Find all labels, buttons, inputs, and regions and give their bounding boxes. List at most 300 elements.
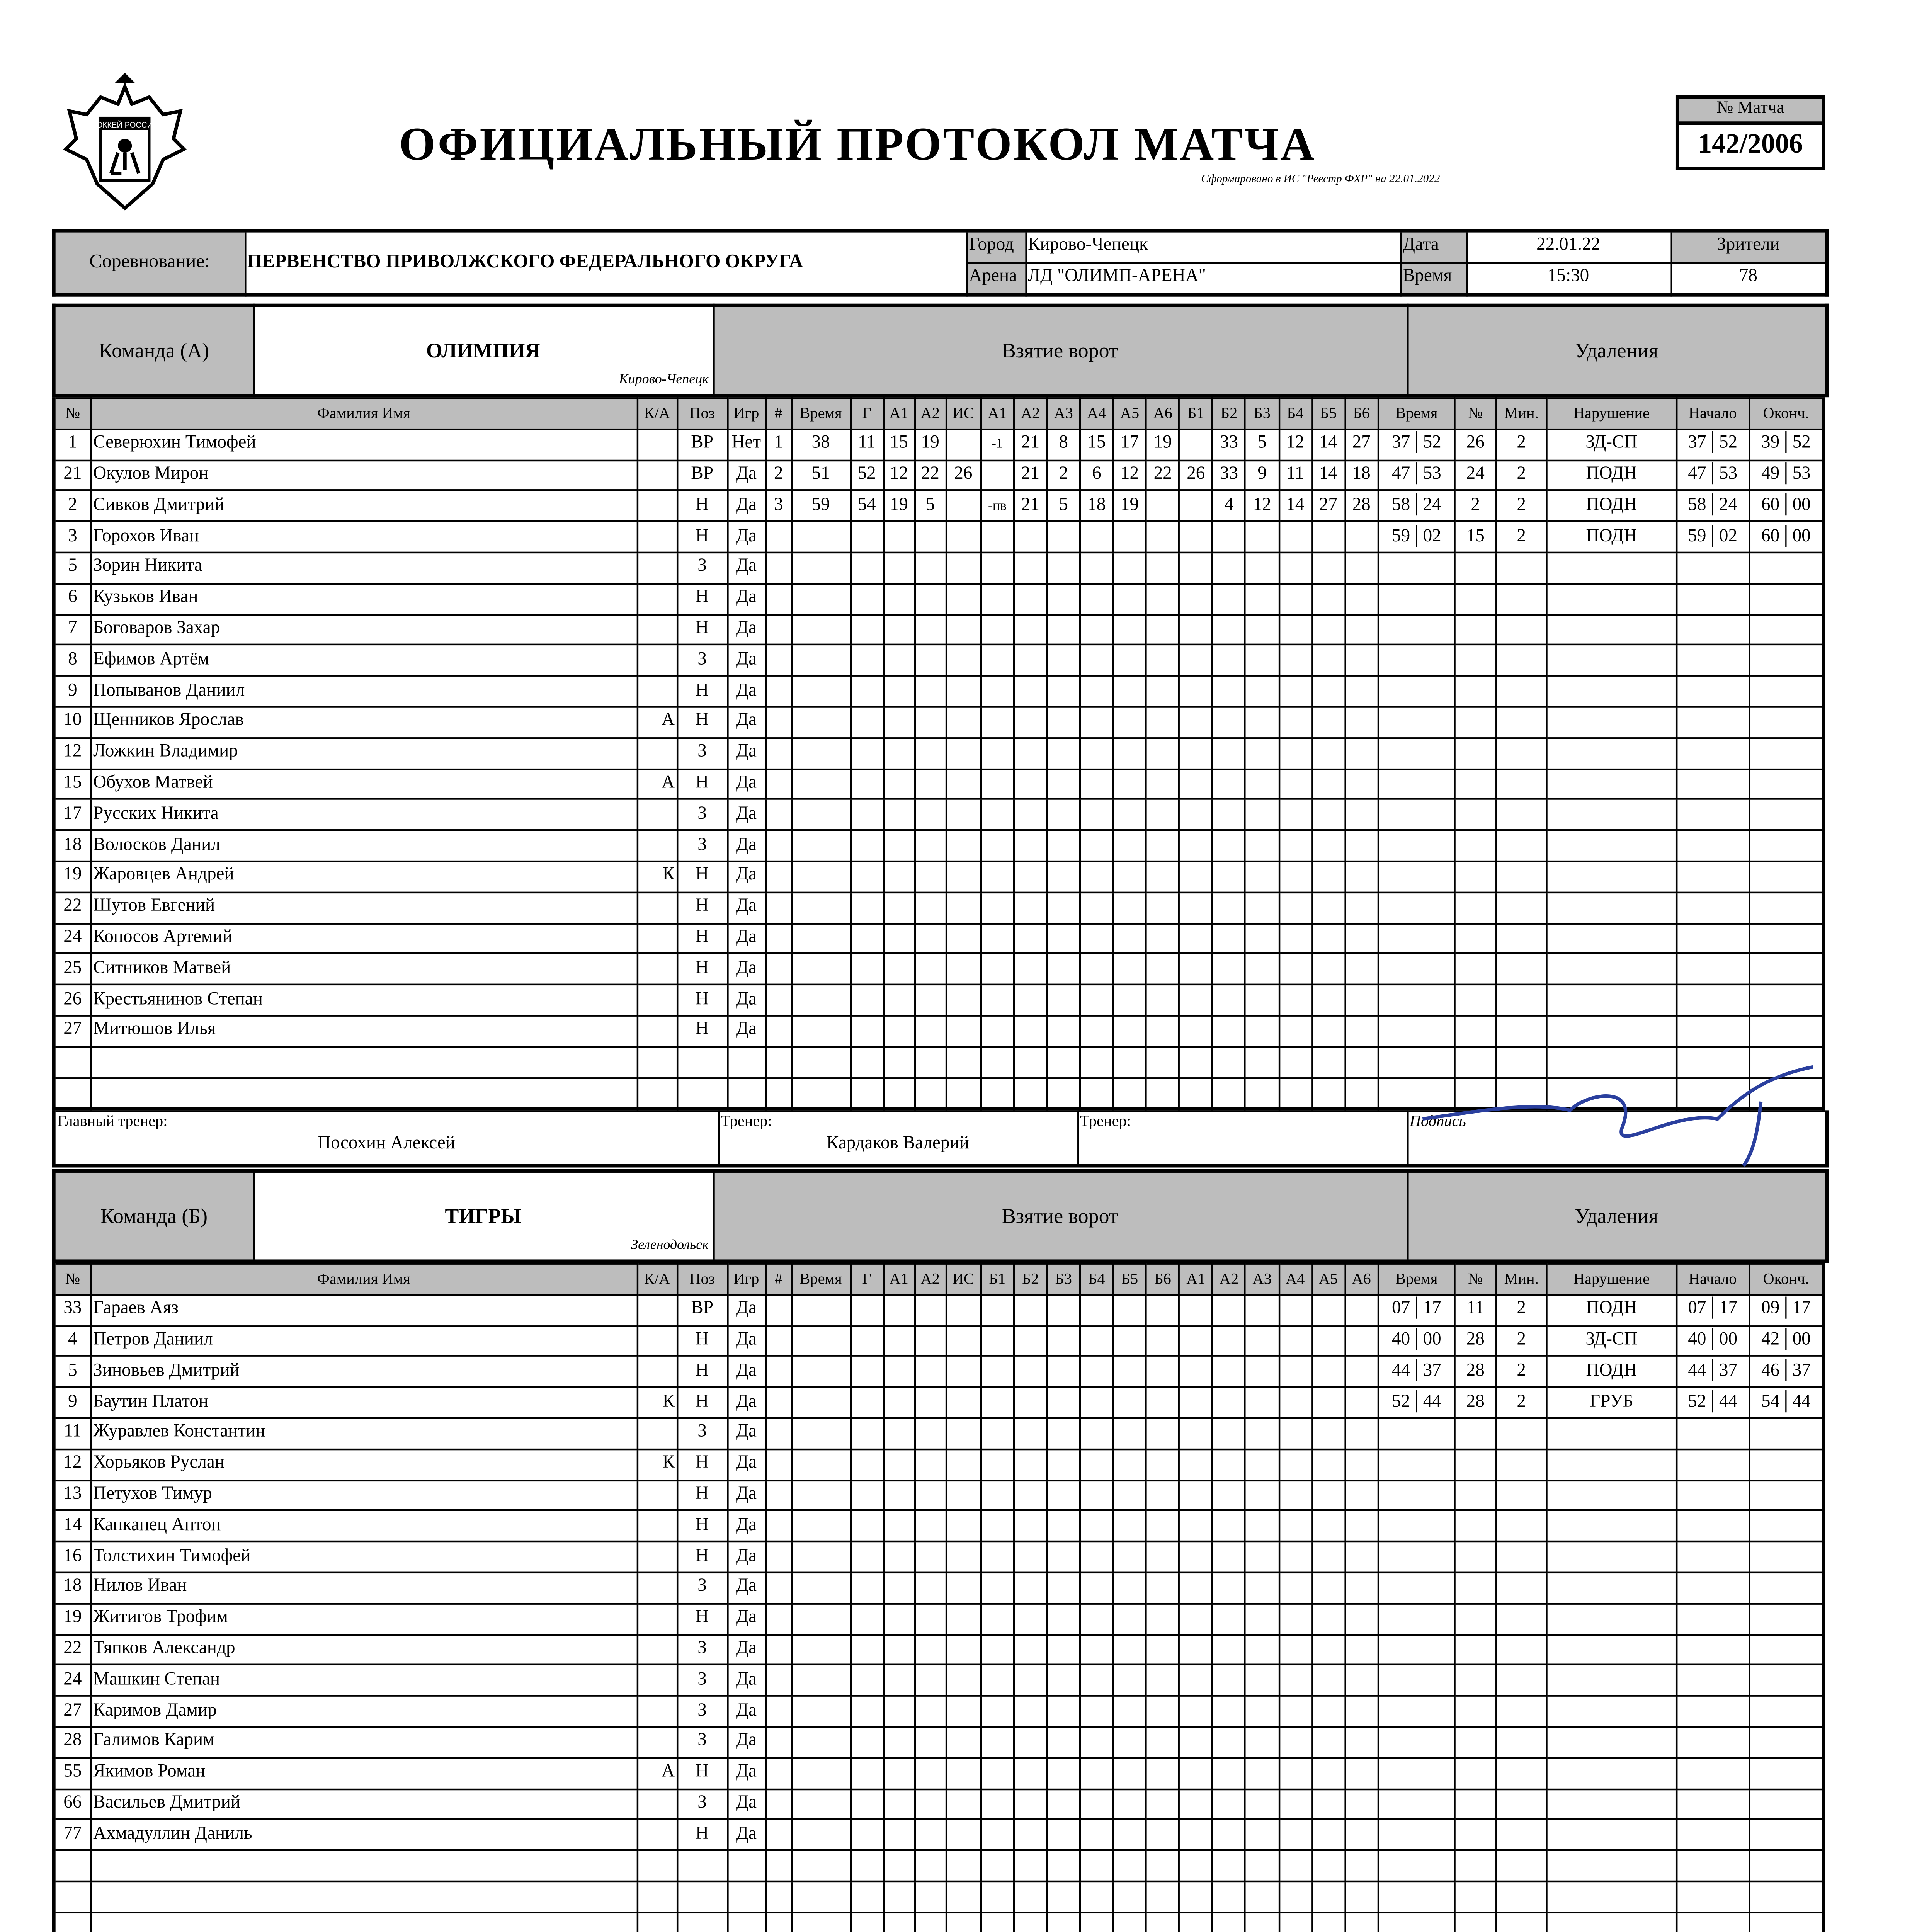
player-name: Боговаров Захар (90, 614, 637, 645)
pen-cell (1547, 830, 1676, 861)
team_b-goal-col-17: А6 (1345, 1264, 1378, 1295)
player-position: З (677, 799, 727, 830)
pen-start-sec: 44 (1719, 1392, 1738, 1412)
goal-cell (1312, 1356, 1345, 1387)
pen-cell (1749, 1449, 1823, 1480)
goal-cell (946, 923, 981, 954)
goal-cell (1213, 1850, 1246, 1881)
goal-cell (1113, 1480, 1146, 1511)
empty-cell (727, 1850, 765, 1881)
goal-cell (1146, 738, 1179, 769)
goal-cell (1279, 1356, 1312, 1387)
goal-cell (1080, 1046, 1113, 1077)
player-number: 4 (54, 1325, 90, 1356)
empty-cell (90, 1046, 637, 1077)
goal-cell (1146, 614, 1179, 645)
player-name: Попыванов Даниил (90, 676, 637, 707)
arena-label: Арена (966, 262, 1026, 294)
player-played: Да (727, 1511, 765, 1542)
goal-cell (1014, 954, 1047, 985)
goal-cell (1014, 1387, 1047, 1418)
player-position: З (677, 1665, 727, 1696)
goal-cell (850, 1850, 883, 1881)
goal-cell (915, 645, 946, 676)
player-played: Да (727, 1418, 765, 1449)
goal-cell (1213, 1015, 1246, 1046)
player-name: Ахмадуллин Даниль (90, 1820, 637, 1850)
team_b-goal-col-8: Б3 (1047, 1264, 1080, 1295)
goal-cell (915, 553, 946, 583)
pen-time-sec: 37 (1423, 1361, 1441, 1381)
pen-cell (1455, 676, 1496, 707)
pen-cell (1547, 769, 1676, 799)
goal-cell (883, 1295, 915, 1326)
player-captain (637, 553, 677, 583)
pen-time: 40│00 (1378, 1325, 1455, 1356)
pen-player: 28 (1455, 1387, 1496, 1418)
pen-violation: ЗД-СП (1547, 1325, 1676, 1356)
goal-cell (1146, 553, 1179, 583)
goal-cell (1014, 923, 1047, 954)
goal-cell (883, 1573, 915, 1604)
player-captain (637, 892, 677, 923)
player-number: 12 (54, 738, 90, 769)
goal-cell (1146, 830, 1179, 861)
team_a-row (54, 861, 1823, 892)
goal-cell (883, 1881, 915, 1912)
goal-cell (915, 707, 946, 738)
player-position: Н (677, 1511, 727, 1542)
goal-cell (1279, 1418, 1312, 1449)
goal-cell (981, 1665, 1014, 1696)
goal-cell (915, 1850, 946, 1881)
team_a-goal-col-2: Г (850, 398, 883, 429)
goal-cell (981, 1542, 1014, 1573)
team_b-goal-col-14: А3 (1245, 1264, 1279, 1295)
goal-cell (1179, 954, 1213, 985)
pen-cell (1749, 738, 1823, 769)
pen-cell (1378, 1634, 1455, 1665)
goal-cell (946, 1542, 981, 1573)
goal-cell (981, 799, 1014, 830)
goal-cell (915, 1325, 946, 1356)
goal-cell: 3 (765, 491, 791, 522)
goal-cell (981, 522, 1014, 553)
pen-cell (1547, 614, 1676, 645)
team_a-row (54, 985, 1823, 1015)
pen-cell (1496, 1015, 1547, 1046)
team_a-row (54, 1015, 1823, 1046)
goal-cell (1146, 1077, 1179, 1109)
goal-cell (883, 769, 915, 799)
goal-cell (1279, 1881, 1312, 1912)
goal-cell: 5 (915, 491, 946, 522)
goal-cell (1312, 769, 1345, 799)
team_a-row (54, 799, 1823, 830)
team_a-row (54, 522, 1823, 553)
goal-cell (1113, 799, 1146, 830)
team_a-goal-col-10: А5 (1113, 398, 1146, 429)
pen-cell (1378, 1758, 1455, 1789)
team_a-row (54, 583, 1823, 614)
goal-cell (946, 1696, 981, 1727)
team_a-coach1-cell (718, 1112, 1077, 1166)
pen-cell (1496, 954, 1547, 985)
empty-cell (90, 1912, 637, 1932)
goal-cell (1080, 1077, 1113, 1109)
goal-cell (1014, 830, 1047, 861)
goal-cell (1179, 892, 1213, 923)
goal-cell (1345, 1573, 1378, 1604)
goal-cell (946, 1727, 981, 1758)
player-number: 5 (54, 1356, 90, 1387)
goal-cell (946, 1449, 981, 1480)
goal-cell (915, 1604, 946, 1634)
goal-cell (1345, 614, 1378, 645)
goal-cell (1047, 1046, 1080, 1077)
pen-violation: ПОДН (1547, 522, 1676, 553)
pen-cell (1547, 1418, 1676, 1449)
goal-cell (915, 1077, 946, 1109)
pen-time: 59│02 (1378, 522, 1455, 553)
goal-cell (765, 1634, 791, 1665)
goal-cell (1146, 1634, 1179, 1665)
goal-cell (1245, 1015, 1279, 1046)
goal-cell (1113, 1820, 1146, 1850)
goal-cell (946, 1665, 981, 1696)
goal-cell: 21 (1014, 429, 1047, 460)
goal-cell (791, 1387, 850, 1418)
goal-cell (791, 1325, 850, 1356)
player-captain: К (637, 861, 677, 892)
goal-cell (765, 738, 791, 769)
goal-cell (946, 1418, 981, 1449)
goal-cell (1113, 954, 1146, 985)
player-position: Н (677, 1387, 727, 1418)
pen-end: 60│00 (1749, 491, 1823, 522)
team_a-col-pos: Поз (677, 398, 727, 429)
goal-cell (1047, 553, 1080, 583)
pen-cell (1749, 1480, 1823, 1511)
goal-cell (765, 892, 791, 923)
team_a-col-played: Игр (727, 398, 765, 429)
goal-cell (883, 923, 915, 954)
pen-cell (1496, 1573, 1547, 1604)
goal-cell (765, 1542, 791, 1573)
goal-cell (883, 1449, 915, 1480)
goal-cell (850, 1077, 883, 1109)
goal-cell (1245, 1077, 1279, 1109)
pen-cell (1378, 892, 1455, 923)
goal-cell (1047, 676, 1080, 707)
pen-cell (1547, 861, 1676, 892)
goal-cell (850, 1511, 883, 1542)
goal-cell (765, 1449, 791, 1480)
goal-cell (1113, 985, 1146, 1015)
pen-end-sec: 52 (1792, 434, 1811, 453)
pen-violation: ПОДН (1547, 491, 1676, 522)
goal-cell (850, 830, 883, 861)
goal-cell (1245, 861, 1279, 892)
goal-cell (1179, 1511, 1213, 1542)
goal-cell (883, 954, 915, 985)
goal-cell (915, 954, 946, 985)
goal-cell (765, 1912, 791, 1932)
team_a-row (54, 954, 1823, 985)
player-position: Н (677, 1325, 727, 1356)
goal-cell (1312, 799, 1345, 830)
goal-cell (981, 738, 1014, 769)
goal-cell (946, 707, 981, 738)
goal-cell (915, 522, 946, 553)
goal-cell (1213, 583, 1246, 614)
pen-cell (1749, 1511, 1823, 1542)
goal-cell (1047, 1387, 1080, 1418)
goal-cell: 38 (791, 429, 850, 460)
goal-cell (1279, 923, 1312, 954)
player-position: З (677, 1696, 727, 1727)
goal-cell (850, 892, 883, 923)
goal-cell (981, 830, 1014, 861)
goal-cell (946, 830, 981, 861)
team_a-col-no: № (54, 398, 90, 429)
goal-cell (946, 522, 981, 553)
goal-cell (1113, 1511, 1146, 1542)
goal-cell (946, 1325, 981, 1356)
player-number: 24 (54, 1665, 90, 1696)
player-position: З (677, 1418, 727, 1449)
goal-cell (791, 1789, 850, 1820)
goal-cell (1113, 923, 1146, 954)
goal-cell (1179, 614, 1213, 645)
pen-player: 26 (1455, 429, 1496, 460)
goal-cell (1279, 1727, 1312, 1758)
empty-cell (637, 1046, 677, 1077)
empty-cell (677, 1850, 727, 1881)
goal-cell (850, 1820, 883, 1850)
team_a-col-name: Фамилия Имя (90, 398, 637, 429)
goal-cell: 18 (1345, 460, 1378, 491)
pen-cell (1496, 707, 1547, 738)
team_b-goals-title: Взятие ворот (713, 1171, 1407, 1261)
goal-cell (883, 1604, 915, 1634)
goal-cell (1245, 645, 1279, 676)
team_b-team-name-cell (253, 1171, 713, 1261)
pen-cell (1378, 1418, 1455, 1449)
goal-cell (850, 1356, 883, 1387)
pen-cell (1455, 1820, 1496, 1850)
pen-cell (1749, 645, 1823, 676)
player-number: 11 (54, 1418, 90, 1449)
goal-cell (1213, 985, 1246, 1015)
goal-cell (1279, 1511, 1312, 1542)
pen-cell (1749, 1604, 1823, 1634)
goal-cell (1345, 1789, 1378, 1820)
pen-cell (1378, 1912, 1455, 1932)
player-position: ВР (677, 429, 727, 460)
match-number-label: № Матча (1676, 95, 1825, 125)
goal-cell (1047, 1356, 1080, 1387)
goal-cell (1213, 1325, 1246, 1356)
player-played: Да (727, 923, 765, 954)
goal-cell (1146, 645, 1179, 676)
pen-cell (1547, 645, 1676, 676)
empty-cell (54, 1077, 90, 1109)
goal-cell (791, 1912, 850, 1932)
team_a-goal-col-8: А3 (1047, 398, 1080, 429)
empty-cell (54, 1881, 90, 1912)
player-name: Капканец Антон (90, 1511, 637, 1542)
player-number: 17 (54, 799, 90, 830)
goal-cell (1014, 1295, 1047, 1326)
goal-cell (981, 1604, 1014, 1634)
goal-cell (1146, 1912, 1179, 1932)
team_b-pen-col-3: Нарушение (1547, 1264, 1676, 1295)
player-played: Да (727, 1542, 765, 1573)
goal-cell (1312, 1480, 1345, 1511)
team_a-row (54, 892, 1823, 923)
team_b-row (54, 1387, 1823, 1418)
player-name: Волосков Данил (90, 830, 637, 861)
goal-cell (946, 954, 981, 985)
player-name: Житигов Трофим (90, 1604, 637, 1634)
goal-cell (946, 429, 981, 460)
player-name: Петров Даниил (90, 1325, 637, 1356)
player-name: Крестьянинов Степан (90, 985, 637, 1015)
goal-cell (1014, 1418, 1047, 1449)
goal-cell (1213, 1912, 1246, 1932)
pen-cell (1749, 1418, 1823, 1449)
player-played: Да (727, 491, 765, 522)
goal-cell (946, 892, 981, 923)
goal-cell (791, 645, 850, 676)
pen-cell (1676, 1820, 1749, 1850)
spectators-value: 78 (1670, 262, 1827, 294)
team_a-goal-col-5: ИС (946, 398, 981, 429)
goal-cell (1146, 676, 1179, 707)
goal-cell (1279, 1789, 1312, 1820)
pen-start-sec: 37 (1719, 1361, 1738, 1381)
goal-cell: 12 (1279, 429, 1312, 460)
goal-cell (1014, 1850, 1047, 1881)
pen-cell (1496, 1604, 1547, 1634)
goal-cell (915, 892, 946, 923)
goal-cell (1345, 1634, 1378, 1665)
goal-cell (1245, 1046, 1279, 1077)
goal-cell (1146, 954, 1179, 985)
empty-cell (677, 1046, 727, 1077)
pen-start-min: 37 (1688, 434, 1706, 453)
goal-cell (1113, 1542, 1146, 1573)
pen-end-sec: 17 (1792, 1299, 1811, 1319)
player-captain (637, 1015, 677, 1046)
goal-cell (791, 1727, 850, 1758)
player-played: Да (727, 1634, 765, 1665)
goal-cell (1179, 645, 1213, 676)
goal-cell (1179, 799, 1213, 830)
goal-cell (850, 861, 883, 892)
goal-cell (1345, 707, 1378, 738)
goal-cell (765, 1696, 791, 1727)
goal-cell (1312, 985, 1345, 1015)
goal-cell (981, 1325, 1014, 1356)
pen-cell (1676, 614, 1749, 645)
pen-start-min: 47 (1688, 465, 1706, 484)
player-played: Да (727, 769, 765, 799)
goal-cell (981, 1449, 1014, 1480)
goal-cell (981, 707, 1014, 738)
player-position: Н (677, 1356, 727, 1387)
pen-cell (1547, 1573, 1676, 1604)
team_a-row (54, 429, 1823, 460)
pen-cell (1455, 1480, 1496, 1511)
goal-cell (1047, 861, 1080, 892)
goal-cell (1312, 1850, 1345, 1881)
player-position: ВР (677, 460, 727, 491)
goal-cell (850, 799, 883, 830)
pen-cell (1676, 1881, 1749, 1912)
pen-cell (1496, 1727, 1547, 1758)
team_b-col-played: Игр (727, 1264, 765, 1295)
pen-time: 44│37 (1378, 1356, 1455, 1387)
goal-cell (1279, 1387, 1312, 1418)
pen-cell (1749, 1727, 1823, 1758)
team_b-goal-col-15: А4 (1279, 1264, 1312, 1295)
goal-cell (1014, 707, 1047, 738)
goal-cell (1279, 1573, 1312, 1604)
goal-cell (1345, 1480, 1378, 1511)
pen-start-min: 58 (1688, 496, 1706, 515)
goal-cell (1345, 583, 1378, 614)
goal-cell (1279, 1820, 1312, 1850)
goal-cell: 6 (1080, 460, 1113, 491)
empty-cell (727, 1881, 765, 1912)
goal-cell (1312, 861, 1345, 892)
team_b-row (54, 1542, 1823, 1573)
player-name: Шутов Евгений (90, 892, 637, 923)
goal-cell (1245, 738, 1279, 769)
goal-cell (1312, 830, 1345, 861)
player-name: Окулов Мирон (90, 460, 637, 491)
goal-cell (1146, 1604, 1179, 1634)
goal-cell (1245, 769, 1279, 799)
goal-cell (1312, 1789, 1345, 1820)
goal-cell (1080, 892, 1113, 923)
goal-cell (1345, 1015, 1378, 1046)
goal-cell (915, 614, 946, 645)
pen-cell (1676, 676, 1749, 707)
pen-player: 28 (1455, 1356, 1496, 1387)
goal-cell: 19 (1146, 429, 1179, 460)
player-position: Н (677, 491, 727, 522)
pen-cell (1496, 583, 1547, 614)
goal-cell (1345, 1850, 1378, 1881)
goal-cell (1279, 583, 1312, 614)
goal-cell: 12 (1113, 460, 1146, 491)
team_b-grid (52, 1263, 1825, 1932)
goal-cell (915, 1046, 946, 1077)
pen-cell (1547, 553, 1676, 583)
pen-cell (1749, 1881, 1823, 1912)
pen-cell (1749, 1789, 1823, 1820)
team_b-row (54, 1727, 1823, 1758)
pen-cell (1496, 1665, 1547, 1696)
goal-cell (1279, 1758, 1312, 1789)
player-captain (637, 923, 677, 954)
pen-end-sec: 37 (1792, 1361, 1811, 1381)
goal-cell: 26 (946, 460, 981, 491)
player-number: 9 (54, 676, 90, 707)
